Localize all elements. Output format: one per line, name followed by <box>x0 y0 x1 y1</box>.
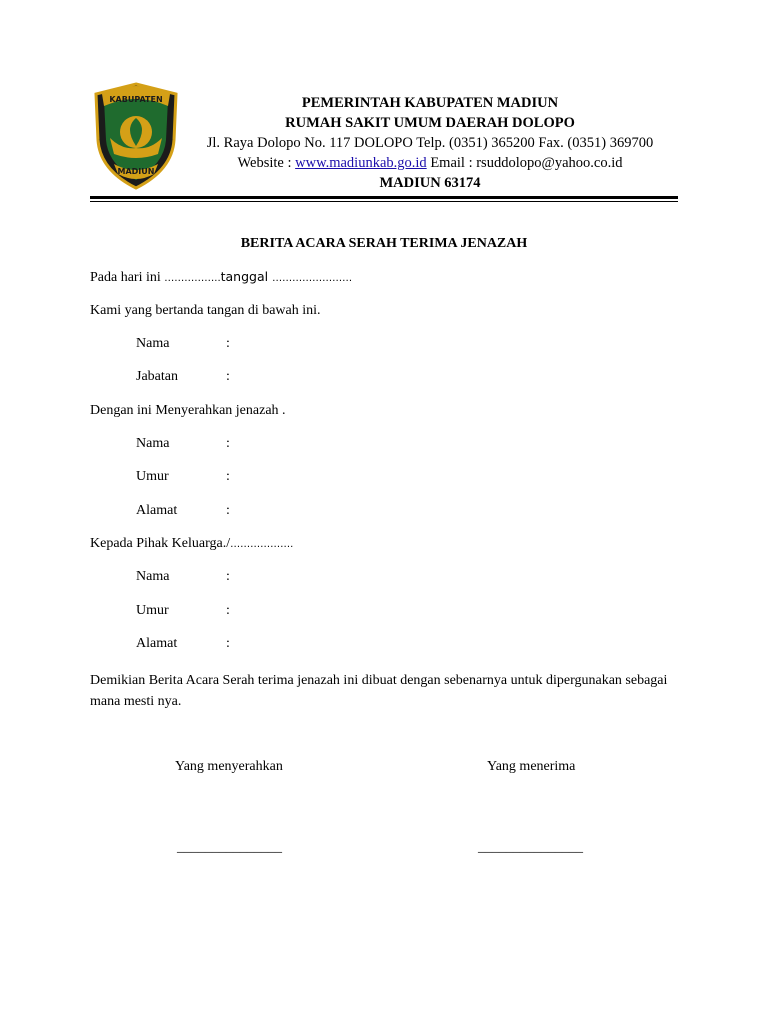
logo-top-text: KABUPATEN <box>109 95 163 104</box>
website-link[interactable]: www.madiunkab.go.id <box>295 155 427 171</box>
field-colon: : <box>226 469 230 484</box>
signature-right-line: _______________ <box>478 840 583 855</box>
signer-position-field <box>136 369 230 385</box>
family-address-field <box>136 636 230 652</box>
header-divider-thin <box>90 201 678 202</box>
field-label: Umur <box>136 603 169 618</box>
family-line <box>90 536 293 552</box>
deceased-name-field <box>136 436 230 452</box>
letterhead <box>190 93 670 193</box>
field-label: Alamat <box>136 636 178 651</box>
field-colon: : <box>226 336 230 351</box>
document-title: BERITA ACARA SERAH TERIMA JENAZAH <box>240 236 528 251</box>
field-colon: : <box>226 603 230 618</box>
date-label: tanggal <box>220 269 273 284</box>
family-label: Kepada Pihak Keluarga./ <box>90 536 231 551</box>
letterhead-government: PEMERINTAH KABUPATEN MADIUN <box>301 95 559 111</box>
day-blank: …………….. <box>164 273 221 284</box>
letterhead-city: MADIUN 63174 <box>379 175 481 191</box>
field-colon: : <box>226 503 230 518</box>
letterhead-address: Jl. Raya Dolopo No. 117 DOLOPO Telp. (0351) 365200 Fax. (0351) 369700 <box>206 135 654 151</box>
signer-name-field <box>136 336 230 352</box>
field-label: Jabatan <box>136 369 178 384</box>
kabupaten-madiun-emblem-icon <box>88 80 184 192</box>
signature-left-line: _______________ <box>177 840 282 855</box>
field-colon: : <box>226 436 230 451</box>
field-colon: : <box>226 636 230 651</box>
handover-intro: Dengan ini Menyerahkan jenazah . <box>90 403 286 418</box>
deceased-address-field <box>136 503 230 519</box>
field-label: Nama <box>136 569 170 584</box>
header-divider-thick <box>90 196 678 199</box>
family-blank: ………………. <box>230 539 294 550</box>
field-label: Nama <box>136 336 170 351</box>
family-age-field <box>136 603 230 619</box>
logo-bottom-text: MADIUN <box>117 167 155 176</box>
letterhead-contact <box>190 153 670 173</box>
day-date-line <box>90 269 352 286</box>
closing-paragraph: Demikian Berita Acara Serah terima jenazah ini dibuat dengan sebenarnya untuk dipergunakan sebagai mana mesti nya. <box>90 673 668 709</box>
date-blank: …………………… <box>272 273 353 284</box>
intro-text: Kami yang bertanda tangan di bawah ini. <box>90 303 321 318</box>
signature-left-label: Yang menyerahkan <box>175 759 283 774</box>
field-label: Umur <box>136 469 169 484</box>
family-name-field <box>136 569 230 585</box>
field-label: Nama <box>136 436 170 451</box>
day-label: Pada hari ini <box>90 270 165 285</box>
field-colon: : <box>226 569 230 584</box>
website-label: Website : <box>237 155 296 171</box>
signature-right-label: Yang menerima <box>487 759 576 774</box>
field-colon: : <box>226 369 230 384</box>
deceased-age-field <box>136 469 230 485</box>
email-text: Email : rsuddolopo@yahoo.co.id <box>426 155 623 171</box>
field-label: Alamat <box>136 503 178 518</box>
letterhead-hospital: RUMAH SAKIT UMUM DAERAH DOLOPO <box>285 115 575 131</box>
